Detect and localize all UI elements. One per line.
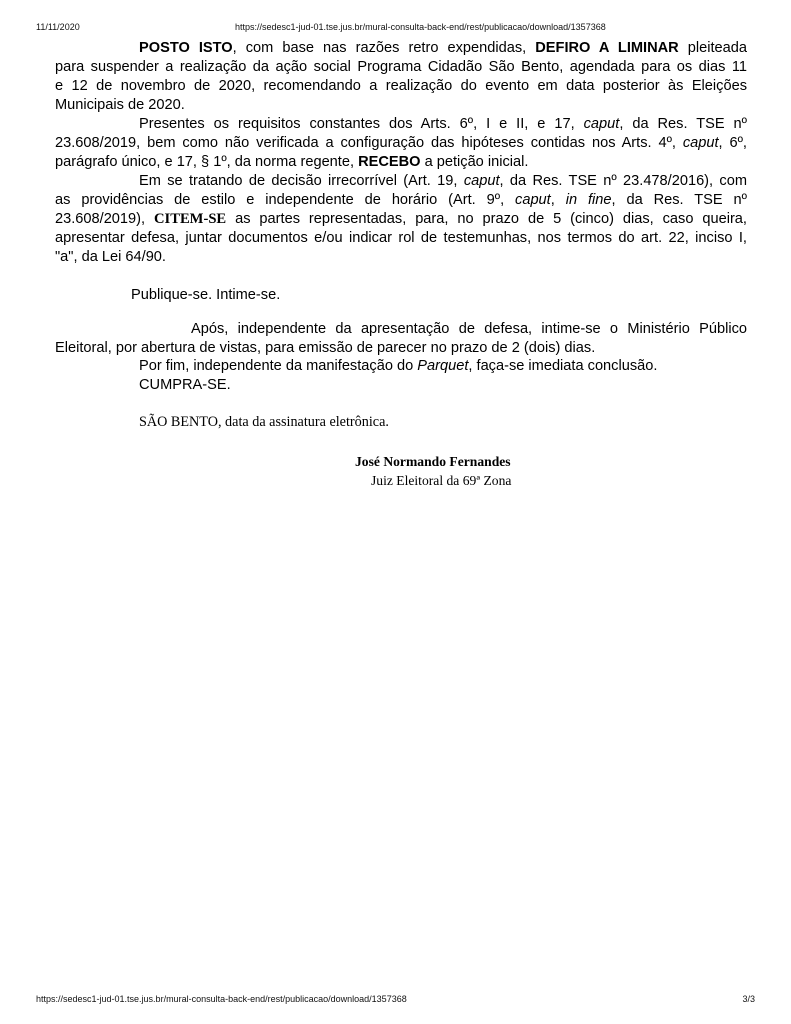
text-run: Em se tratando de decisão irrecorrível (Art. 19, — [139, 173, 464, 189]
text-run: , da Res. TSE nº 23.478/2016), com — [499, 173, 747, 189]
print-footer-url: https://sedesc1-jud-01.tse.jus.br/mural-consulta-back-end/rest/publicacao/download/1357368 — [36, 994, 407, 1004]
paragraph-citacao-line-4: apresentar defesa, juntar documentos e/ou indicar rol de testemunhas, nos termos do art. 22, inciso I, — [55, 230, 747, 246]
text-run: , faça-se imediata conclusão. — [468, 358, 658, 374]
paragraph-liminar-line-2: para suspender a realização da ação social Programa Cidadão São Bento, agendada para os dias 11 — [55, 59, 747, 75]
publique-intime: Publique-se. Intime-se. — [131, 287, 281, 303]
print-header-url: https://sedesc1-jud-01.tse.jus.br/mural-consulta-back-end/rest/publicacao/download/1357368 — [235, 22, 606, 32]
paragraph-citacao-line-2 — [55, 191, 747, 210]
print-date: 11/11/2020 — [36, 22, 80, 32]
text-run: 23.608/2019, bem como não verificada a configuração das hipóteses contidas nos Arts. 4º, — [55, 135, 683, 151]
paragraph-vistas-line-2: Eleitoral, por abertura de vistas, para emissão de parecer no prazo de 2 (dois) dias. — [55, 340, 596, 356]
italic-run: in fine — [565, 192, 612, 208]
paragraph-conclusao — [139, 357, 791, 376]
paragraph-citacao-line-5: "a", da Lei 64/90. — [55, 249, 166, 265]
paragraph-requisitos-line-3 — [55, 153, 747, 172]
emphasis-recebo: RECEBO — [358, 154, 421, 170]
italic-run: caput — [515, 192, 551, 208]
page-number: 3/3 — [742, 994, 755, 1004]
paragraph-citacao-line-1 — [55, 172, 747, 191]
text-run: Presentes os requisitos constantes dos Arts. 6º, I e II, e 17, — [139, 116, 584, 132]
text-run: a petição inicial. — [420, 154, 529, 170]
text-run: , da Res. TSE nº — [619, 116, 747, 132]
emphasis-posto-isto: POSTO ISTO — [139, 40, 233, 56]
signer-title: Juiz Eleitoral da 69ª Zona — [371, 473, 512, 488]
paragraph-requisitos-line-1 — [55, 115, 747, 134]
text-run: as providências de estilo e independente de horário (Art. 9º, — [55, 192, 516, 208]
paragraph-vistas-line-1: Após, independente da apresentação de defesa, intime-se o Ministério Público — [191, 321, 747, 337]
text-run: , da Res. TSE nº — [611, 192, 747, 208]
paragraph-liminar-line-1 — [55, 39, 747, 58]
place-date: SÃO BENTO, data da assinatura eletrônica. — [139, 414, 389, 430]
text-run: Por fim, independente da manifestação do — [139, 358, 418, 374]
italic-run: Parquet — [417, 358, 469, 374]
text-run: , 6º, — [718, 135, 747, 151]
text-run: as partes representadas, para, no prazo de 5 (cinco) dias, caso queira, — [226, 211, 747, 227]
italic-run: caput — [583, 116, 620, 132]
text-run: , — [550, 192, 566, 208]
paragraph-liminar-line-4: Municipais de 2020. — [55, 97, 185, 113]
text-run: , com base nas razões retro expendidas, — [232, 40, 536, 56]
text-run: 23.608/2019), — [55, 211, 154, 227]
emphasis-citem-se: CITEM-SE — [154, 211, 227, 227]
paragraph-citacao-line-3 — [55, 210, 747, 229]
italic-run: caput — [682, 135, 719, 151]
emphasis-defiro-liminar: DEFIRO A LIMINAR — [535, 40, 679, 56]
text-run: parágrafo único, e 17, § 1º, da norma regente, — [55, 154, 359, 170]
signer-name: José Normando Fernandes — [355, 454, 511, 469]
cumpra-se: CUMPRA-SE. — [139, 377, 231, 393]
paragraph-requisitos-line-2 — [55, 134, 747, 153]
text-run: pleiteada — [678, 40, 747, 56]
italic-run: caput — [463, 173, 500, 189]
paragraph-liminar-line-3: e 12 de novembro de 2020, recomendando a realização do evento em data posterior às Eleições — [55, 78, 747, 94]
